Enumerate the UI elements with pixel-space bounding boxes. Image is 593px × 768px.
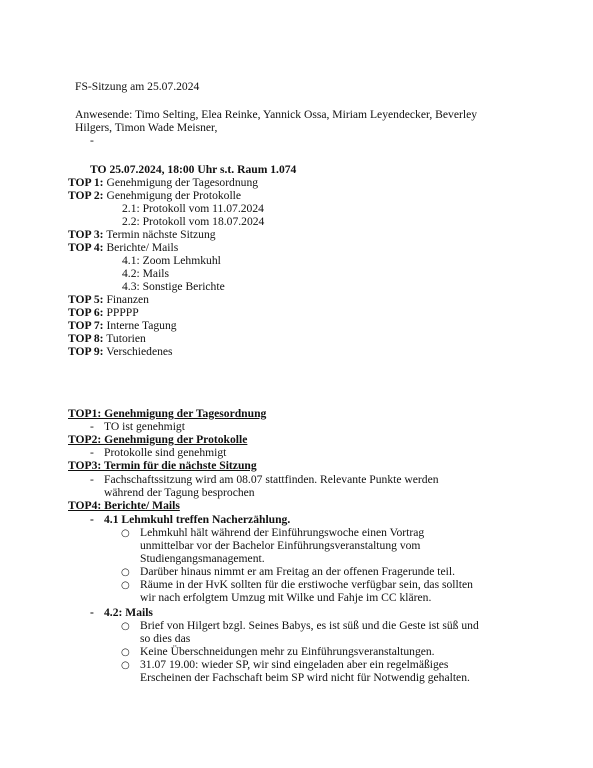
- top4-sub-2-point-1-line-2: so dies das: [140, 632, 191, 645]
- document-title: FS-Sitzung am 25.07.2024: [75, 80, 200, 93]
- top3-point-1-line-2: während der Tagung besprochen: [104, 486, 255, 499]
- bullet-circle: ○: [121, 647, 130, 658]
- bullet-circle: ○: [121, 660, 130, 671]
- agenda-sub-4-2: 4.2: Mails: [122, 267, 170, 280]
- bullet-circle: ○: [121, 580, 130, 591]
- agenda-item-9: TOP 9: Verschiedenes: [68, 345, 173, 358]
- top2-point-1: Protokolle sind genehmigt: [104, 446, 227, 459]
- agenda-item-2: TOP 2: Genehmigung der Protokolle: [68, 189, 242, 202]
- bullet-circle: ○: [121, 528, 130, 539]
- top4-sub-2-heading: 4.2: Mails: [104, 606, 153, 619]
- section-heading-top2: TOP2: Genehmigung der Protokolle: [68, 433, 248, 446]
- section-heading-top1: TOP1: Genehmigung der Tagesordnung: [68, 407, 267, 420]
- top4-sub-2-point-3-line-2: Erscheinen der Fachschaft beim SP wird nicht für Notwendig gehalten.: [140, 671, 470, 684]
- agenda-item-3: TOP 3: Termin nächste Sitzung: [68, 228, 216, 241]
- top4-sub-1-point-1-line-1: Lehmkuhl hält während der Einführungswoche einen Vortrag: [140, 526, 425, 539]
- attendees-line-1: Anwesende: Timo Selting, Elea Reinke, Yannick Ossa, Miriam Leyendecker, Beverley: [75, 108, 478, 121]
- attendees-line-2: Hilgers, Timon Wade Meisner,: [75, 121, 218, 134]
- attendees-dash: -: [90, 134, 94, 147]
- top4-sub-1-heading: 4.1 Lehmkuhl treffen Nacherzählung.: [104, 513, 291, 526]
- bullet-dash: -: [90, 420, 94, 433]
- top4-sub-1-point-3-line-2: wir nach erfolgtem Umzug mit Wilke und Fahje im CC klären.: [140, 591, 432, 604]
- bullet-dash: -: [90, 446, 94, 459]
- section-heading-top4: TOP4: Berichte/ Mails: [68, 499, 180, 512]
- top4-sub-1-point-2: Darüber hinaus nimmt er am Freitag an der offenen Fragerunde teil.: [140, 565, 455, 578]
- top4-sub-1-point-3-line-1: Räume in der HvK sollten für die erstiwoche verfügbar sein, das sollten: [140, 578, 473, 591]
- agenda-item-5: TOP 5: Finanzen: [68, 293, 149, 306]
- agenda-sub-2-2: 2.2: Protokoll vom 18.07.2024: [122, 215, 265, 228]
- agenda-item-4: TOP 4: Berichte/ Mails: [68, 241, 179, 254]
- agenda-heading: TO 25.07.2024, 18:00 Uhr s.t. Raum 1.074: [90, 163, 297, 176]
- top4-sub-1-point-1-line-2: unmittelbar vor der Bachelor Einführungsveranstaltung vom: [140, 539, 421, 552]
- top3-point-1-line-1: Fachschaftssitzung wird am 08.07 stattfinden. Relevante Punkte werden: [104, 473, 439, 486]
- bullet-circle: ○: [121, 621, 130, 632]
- agenda-sub-4-3: 4.3: Sonstige Berichte: [122, 280, 225, 293]
- top4-sub-2-point-3-line-1: 31.07 19.00: wieder SP, wir sind eingeladen aber ein regelmäßiges: [140, 658, 449, 671]
- agenda-item-8: TOP 8: Tutorien: [68, 332, 146, 345]
- bullet-dash: -: [90, 606, 94, 619]
- agenda-sub-4-1: 4.1: Zoom Lehmkuhl: [122, 254, 221, 267]
- agenda-item-6: TOP 6: PPPPP: [68, 306, 139, 319]
- top4-sub-2-point-1-line-1: Brief von Hilgert bzgl. Seines Babys, es ist süß und die Geste ist süß und: [140, 619, 479, 632]
- agenda-item-1: TOP 1: Genehmigung der Tagesordnung: [68, 176, 259, 189]
- agenda-item-7: TOP 7: Interne Tagung: [68, 319, 177, 332]
- top4-sub-1-point-1-line-3: Studiengangsmanagement.: [140, 552, 265, 565]
- bullet-dash: -: [90, 473, 94, 486]
- top1-point-1: TO ist genehmigt: [104, 420, 185, 433]
- bullet-dash: -: [90, 513, 94, 526]
- bullet-circle: ○: [121, 567, 130, 578]
- agenda-sub-2-1: 2.1: Protokoll vom 11.07.2024: [122, 202, 264, 215]
- section-heading-top3: TOP3: Termin für die nächste Sitzung: [68, 459, 257, 472]
- top4-sub-2-point-2: Keine Überschneidungen mehr zu Einführungsveranstaltungen.: [140, 645, 435, 658]
